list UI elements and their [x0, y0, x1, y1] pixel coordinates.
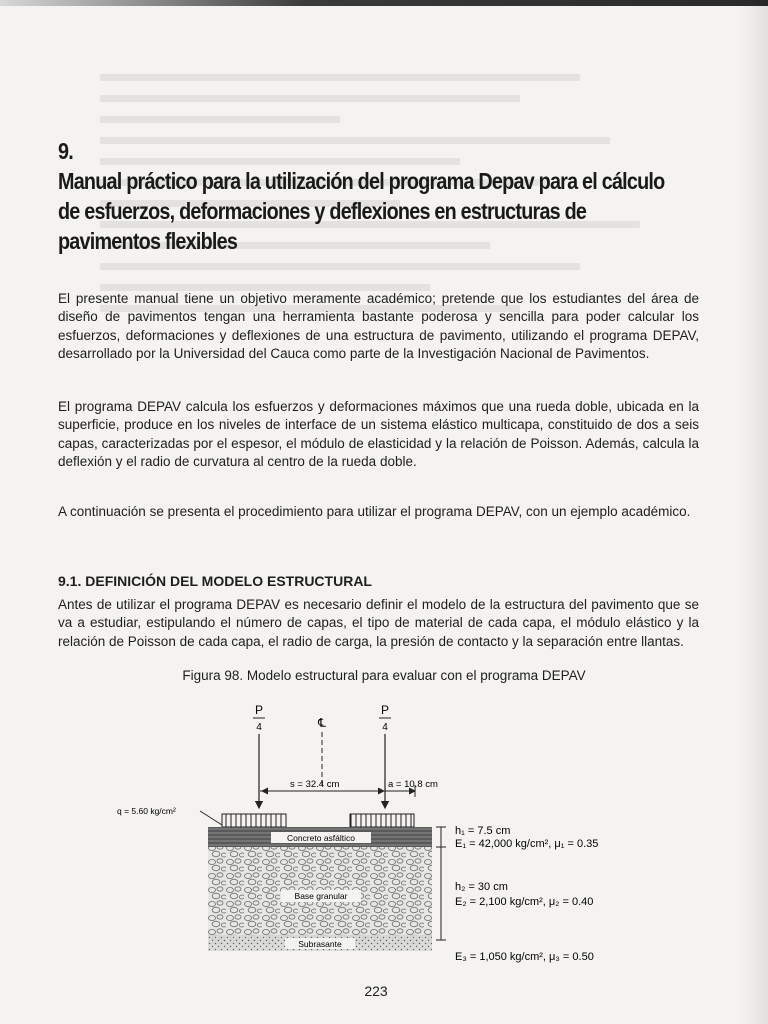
- radius-label: a = 10.8 cm: [388, 779, 438, 790]
- structural-model-diagram: [100, 690, 700, 980]
- spacing-label: s = 32.4 cm: [290, 779, 340, 790]
- left-tire-contact: [222, 814, 286, 827]
- h2-label: h₂ = 30 cm: [455, 881, 508, 893]
- figure-caption: Figura 98. Modelo estructural para evaluar con el programa DEPAV: [182, 668, 586, 683]
- right-tire-contact: [350, 814, 414, 827]
- base-layer-label: Base granular: [294, 891, 348, 901]
- chapter-heading: [58, 136, 665, 256]
- section-heading: 9.1. DEFINICIÓN DEL MODELO ESTRUCTURAL: [58, 573, 372, 589]
- subgrade-layer-label: Subrasante: [298, 939, 342, 949]
- asphalt-layer-label: Concreto asfáltico: [286, 833, 356, 843]
- layer3-properties: E₃ = 1,050 kg/cm², μ₃ = 0.50: [455, 951, 594, 963]
- left-load-p: P: [254, 703, 264, 717]
- chapter-number: 9.: [58, 138, 73, 164]
- structural-model-figure: [100, 690, 700, 980]
- depav-description-paragraph: El programa DEPAV calcula los esfuerzos y deformaciones máximos que una rueda doble, ubicada en la superficie, produce en los niveles de interface de un sistema elástico multicapa, constituido de dos a seis capas, caracterizadas por el espesor, el módulo de elasticidad y la relación de Poisson. Además, calcula la deflexión y el radio de curvatura al centro de la rueda doble.: [58, 399, 699, 470]
- layer1-properties: E₁ = 42,000 kg/cm², μ₁ = 0.35: [455, 838, 599, 850]
- left-load: [253, 703, 265, 808]
- procedure-intro-paragraph: A continuación se presenta el procedimiento para utilizar el programa DEPAV, con un ejemplo académico.: [58, 504, 691, 519]
- left-load-divisor: 4: [256, 722, 262, 733]
- intro-paragraph: El presente manual tiene un objetivo meramente académico; pretende que los estudiantes del área de diseño de pavimentos tengan una herramienta bastante poderosa y sencilla para poder calcular los esfuerzos, deformaciones y deflexiones de una estructura de pavimento, utilizando el programa DEPAV, desarrollado por la Universidad del Cauca como parte de la Investigación Nacional de Pavimentos.: [58, 291, 699, 362]
- pressure-leader: [200, 811, 222, 825]
- page-top-edge: [0, 0, 768, 6]
- page-binding-shadow: [740, 0, 768, 1024]
- section-paragraph: Antes de utilizar el programa DEPAV es necesario definir el modelo de la estructura del pavimento que se va a estudiar, estipulando el número de capas, el tipo de material de cada capa, el módulo elástico y la relación de Poisson de cada capa, el radio de carga, la presión de contacto y la separación entre llantas.: [58, 597, 699, 649]
- pressure-label: q = 5.60 kg/cm²: [117, 806, 176, 816]
- layer2-properties: E₂ = 2,100 kg/cm², μ₂ = 0.40: [455, 896, 594, 908]
- right-load: [379, 703, 391, 808]
- right-load-divisor: 4: [382, 722, 388, 733]
- right-load-p: P: [380, 703, 390, 717]
- chapter-title: Manual práctico para la utilización del programa Depav para el cálculo de esfuerzos, deformaciones y deflexiones en estructuras de pavimentos flexibles: [58, 168, 665, 254]
- centerline-symbol: ℄: [318, 716, 326, 730]
- h1-label: h₁ = 7.5 cm: [455, 825, 511, 837]
- page-number: 223: [364, 983, 388, 999]
